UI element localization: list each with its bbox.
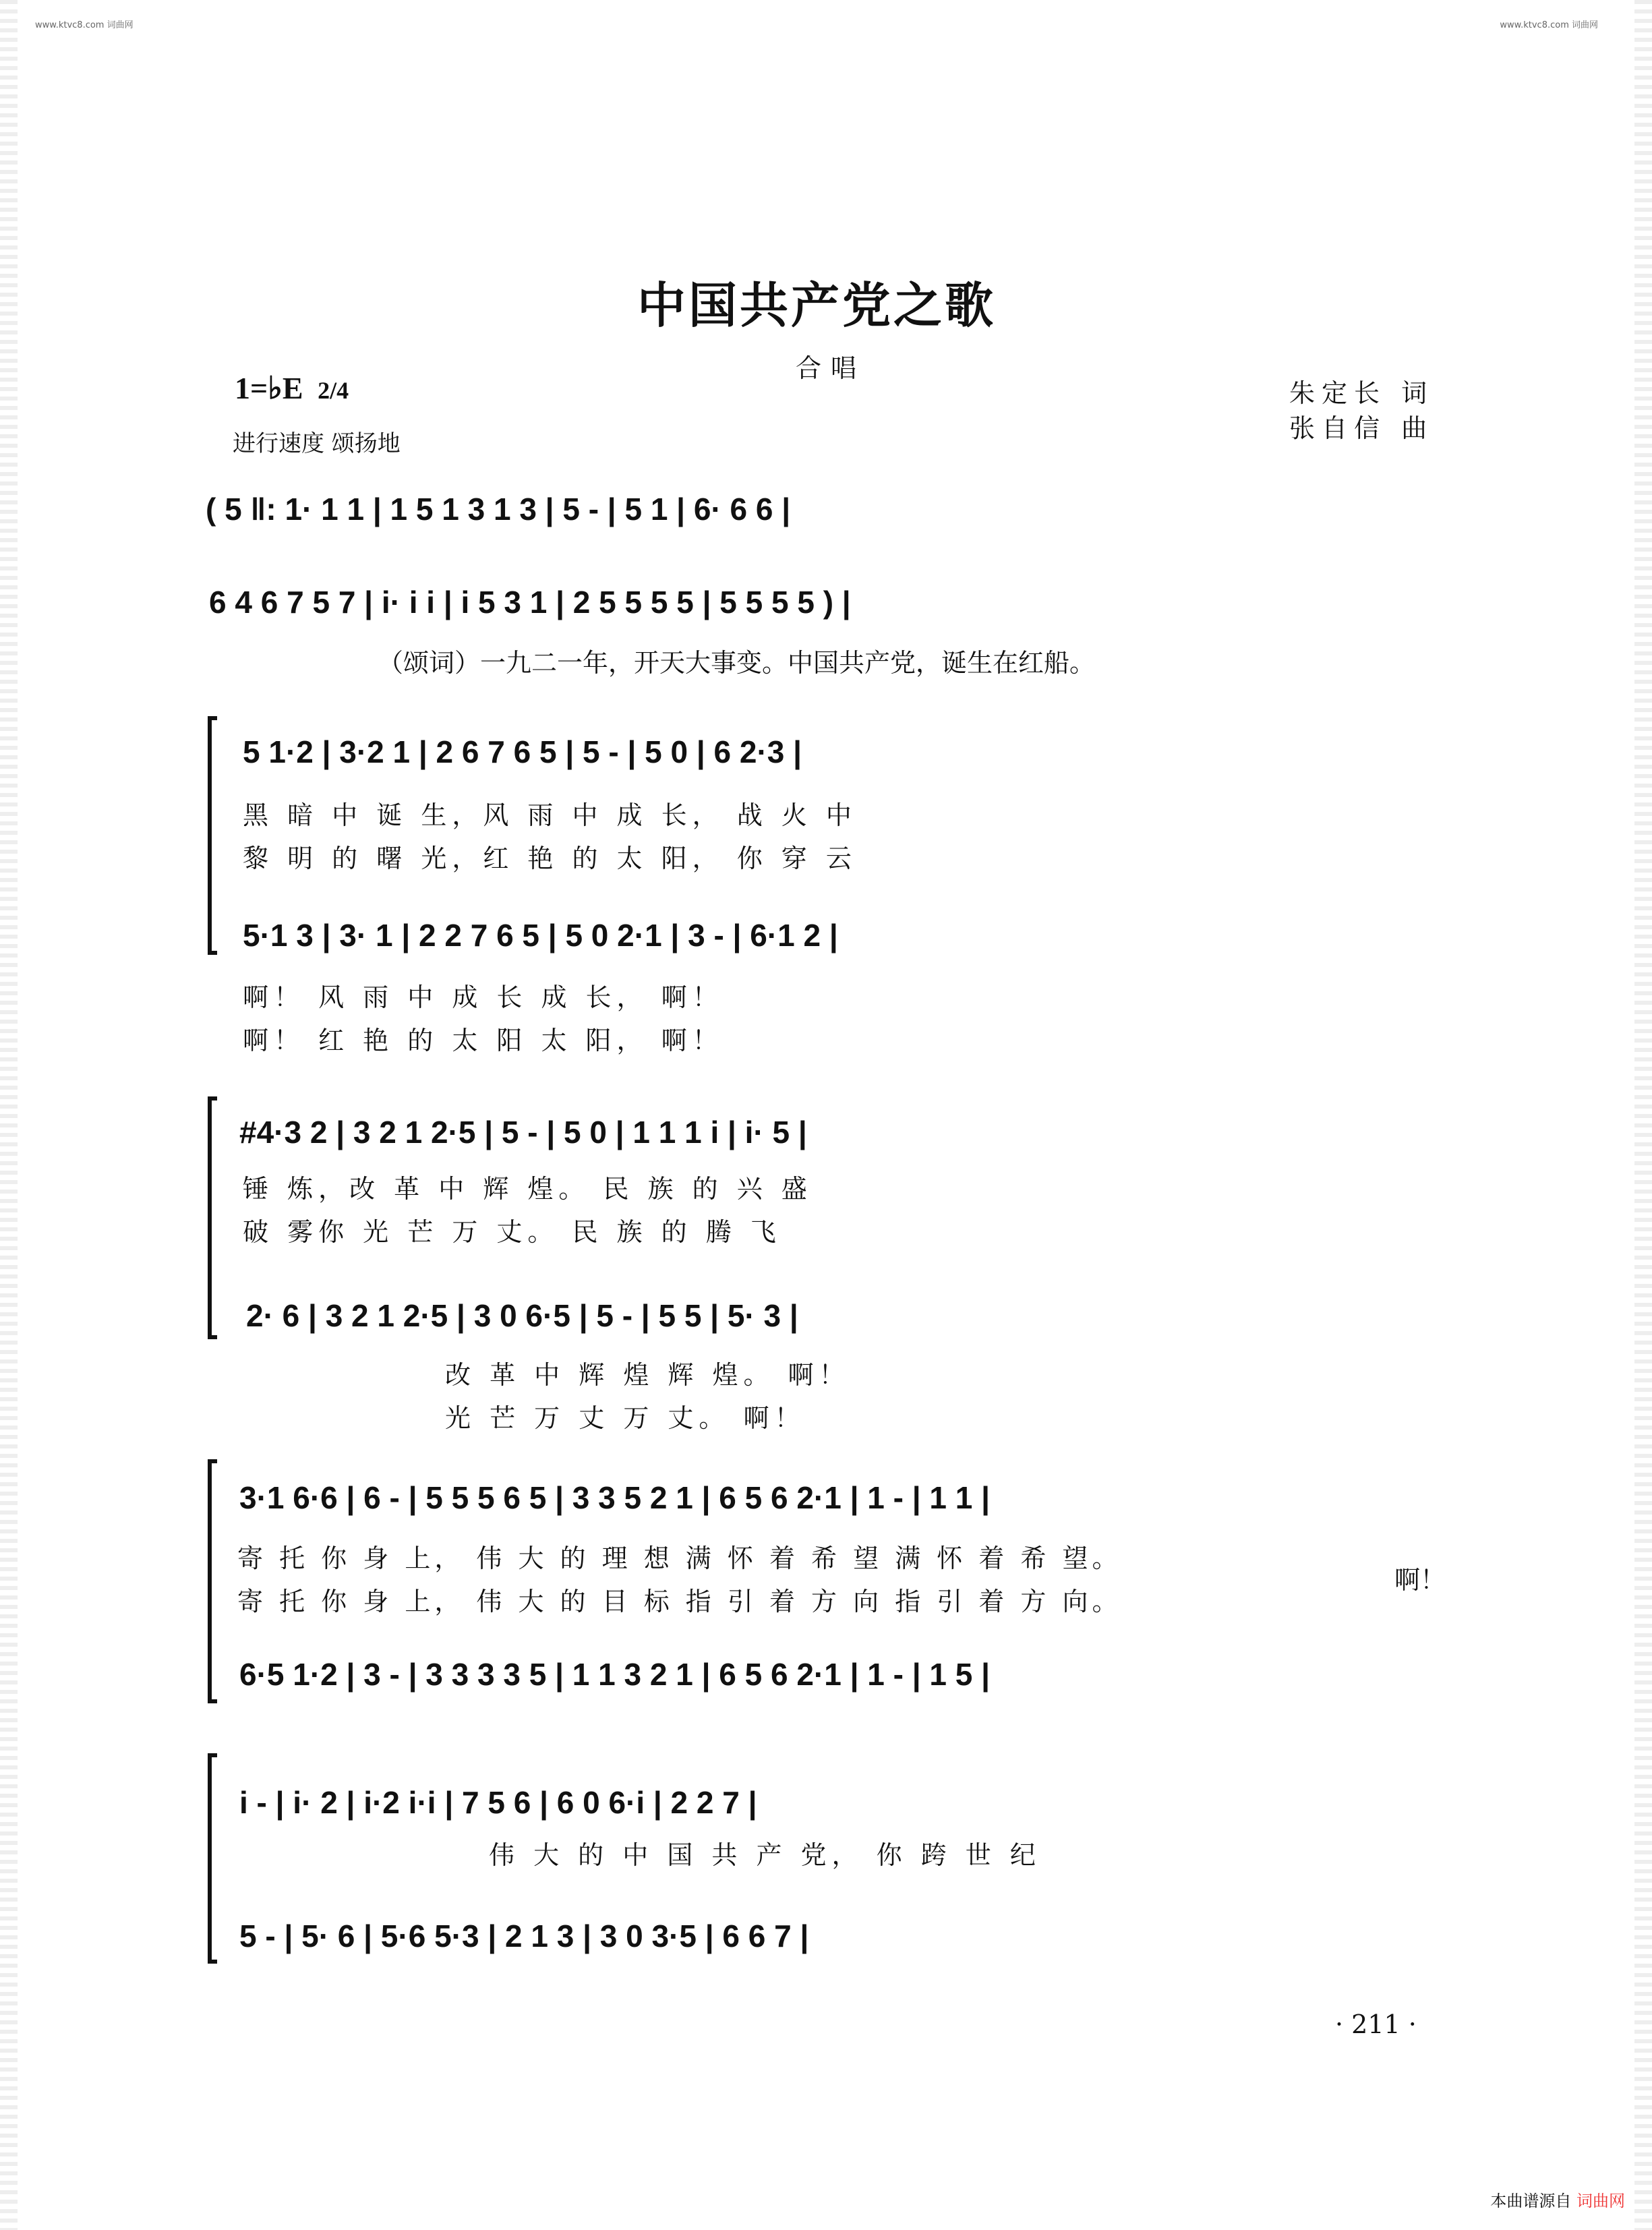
staff-system-6: 2· 6 | 3 2 1 2·5 | 3 0 6·5 | 5 - | 5 5 | 5· 3 | <box>246 1298 798 1333</box>
lyric-7-verse-2: 寄 托 你 身 上， 伟 大 的 目 标 指 引 着 方 向 指 引 着 方 向。 <box>237 1587 1122 1616</box>
lyric-5-verse-2: 破 雾你 光 芒 万 丈。 民 族 的 腾 飞 <box>243 1217 781 1247</box>
lyric-6-verse-1: 改 革 中 辉 煌 辉 煌。 啊！ <box>445 1360 850 1390</box>
staff-system-4: 5·1 3 | 3· 1 | 2 2 7 6 5 | 5 0 2·1 | 3 - | 6·1 2 | <box>243 918 838 953</box>
song-title: 中国共产党之歌 <box>637 276 997 334</box>
staff-system-1: ( 5 ‖: 1· 1 1 | 1 5 1 3 1 3 | 5 - | 5 1 | 6· 6 6 | <box>206 492 791 527</box>
subtitle: 合唱 <box>796 353 866 383</box>
left-page-edge <box>0 0 18 2230</box>
lyric-4-verse-2: 啊！ 红 艳 的 太 阳 太 阳， 啊！ <box>243 1026 724 1055</box>
staff-system-3: 5 1·2 | 3·2 1 | 2 6 7 6 5 | 5 - | 5 0 | 6 2·3 | <box>243 734 802 769</box>
staff-system-10: 5 - | 5· 6 | 5·6 5·3 | 2 1 3 | 3 0 3·5 | 6 6 7 | <box>239 1918 809 1954</box>
system-bracket-3 <box>208 1459 217 1703</box>
staff-system-7: 3·1 6·6 | 6 - | 5 5 5 6 5 | 3 3 5 2 1 | 6 5 6 2·1 | 1 - | 1 1 | <box>239 1480 990 1515</box>
lyricist: 朱定长 词 <box>1289 378 1434 408</box>
lyric-5-verse-1: 锤 炼，改 革 中 辉 煌。 民 族 的 兴 盛 <box>243 1174 813 1204</box>
tempo-marking: 进行速度 颂扬地 <box>233 430 401 457</box>
lyric-7-verse-1: 寄 托 你 身 上， 伟 大 的 理 想 满 怀 着 希 望 满 怀 着 希 望。 <box>237 1544 1122 1573</box>
recitation-lyric: （颂词）一九二一年，开天大事变。中国共产党，诞生在红船。 <box>378 648 1096 678</box>
system-bracket-4 <box>208 1753 217 1964</box>
footer-text: 本曲谱源自 <box>1490 2192 1572 2210</box>
staff-system-2: 6 4 6 7 5 7 | i· i i | i 5 3 1 | 2 5 5 5 5 | 5 5 5 5 ) | <box>209 585 851 620</box>
side-lyric: 啊！ <box>1394 1565 1446 1595</box>
right-page-edge <box>1634 0 1652 2230</box>
footer-site-link[interactable]: 词曲网 <box>1576 2192 1625 2210</box>
lyric-4-verse-1: 啊！ 风 雨 中 成 长 成 长， 啊！ <box>243 982 724 1012</box>
lyric-9-verse-1: 伟 大 的 中 国 共 产 党， 你 跨 世 纪 <box>489 1840 1041 1870</box>
key-signature <box>235 370 349 406</box>
staff-system-9: i - | i· 2 | i·2 i·i | 7 5 6 | 6 0 6·i | 2 2 7 | <box>239 1785 757 1820</box>
staff-system-8: 6·5 1·2 | 3 - | 3 3 3 3 5 | 1 1 3 2 1 | 6 5 6 2·1 | 1 - | 1 5 | <box>239 1657 990 1692</box>
footer <box>1490 2188 1625 2211</box>
lyric-3-verse-1: 黑 暗 中 诞 生，风 雨 中 成 长， 战 火 中 <box>243 800 857 830</box>
composer: 张自信 曲 <box>1289 413 1434 443</box>
watermark-left: www.ktvc8.com 词曲网 <box>35 20 134 30</box>
system-bracket-1 <box>208 716 217 955</box>
page-number: · 211 · <box>1335 2009 1417 2039</box>
lyric-6-verse-2: 光 芒 万 丈 万 丈。 啊！ <box>445 1403 806 1433</box>
time-signature: 2/4 <box>318 377 349 404</box>
key-text: 1=♭E <box>235 371 303 405</box>
lyric-3-verse-2: 黎 明 的 曙 光，红 艳 的 太 阳， 你 穿 云 <box>243 844 857 873</box>
watermark-right: www.ktvc8.com 词曲网 <box>1500 20 1598 30</box>
system-bracket-2 <box>208 1096 217 1339</box>
staff-system-5: #4·3 2 | 3 2 1 2·5 | 5 - | 5 0 | 1 1 1 i | i· 5 | <box>239 1115 807 1150</box>
